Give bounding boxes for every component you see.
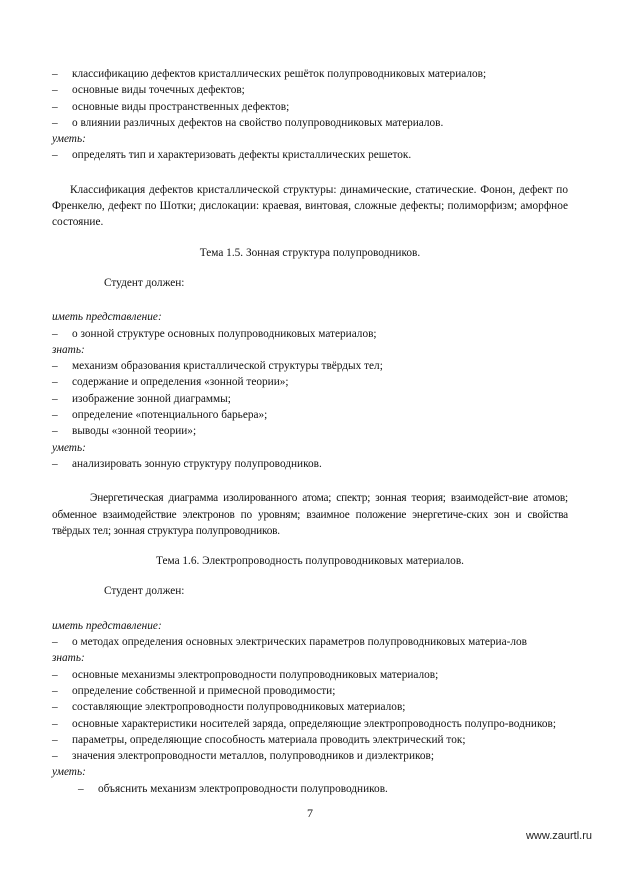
list-item: – основные механизмы электропроводности полупроводниковых материалов; (52, 668, 439, 681)
list-item: – определять тип и характеризовать дефекты кристаллических решеток. (52, 149, 412, 162)
list-item: – параметры, определяющие способность материала проводить электрический ток; (52, 733, 466, 746)
list-item: – основные виды пространственных дефектов; (52, 100, 290, 113)
list-item: – содержание и определения «зонной теории»; (52, 376, 289, 389)
list-item: – определение собственной и примесной проводимости; (52, 684, 336, 697)
skills-label: уметь: (52, 766, 86, 779)
page-number: 7 (307, 806, 313, 820)
list-item: – объяснить механизм электропроводности полупроводников. (78, 782, 388, 795)
list-item: – основные виды точечных дефектов; (52, 84, 245, 97)
paragraph-defects-summary: Классификация дефектов кристаллической структуры: динамические, статические. Фонон, дефект по Френкелю, дефект по Шотки; дислокации: краевая, винтовая, сложные дефекты; полиморфизм; аморфное состояние. (52, 183, 568, 229)
knowledge-label: знать: (52, 652, 85, 665)
skills-label: уметь: (52, 441, 86, 454)
list-item: – классификацию дефектов кристаллических решёток полупроводниковых материалов; (52, 68, 487, 80)
site-watermark: www.zaurtl.ru (525, 830, 592, 842)
idea-label: иметь представление: (52, 619, 162, 632)
list-item: – анализировать зонную структуру полупроводников. (52, 457, 322, 470)
defects-knowledge-list (52, 66, 568, 131)
list-item: – значения электропроводности металлов, полупроводников и диэлектриков; (52, 750, 435, 763)
list-item: – о методах определения основных электрических параметров полупроводниковых материа-лов (52, 636, 527, 649)
list-item: – о зонной структуре основных полупроводниковых материалов; (52, 327, 377, 340)
topic-heading-1-6: Тема 1.6. Электропроводность полупроводниковых материалов. (156, 555, 464, 568)
student-must-heading: Студент должен: (104, 585, 185, 598)
list-item: – основные характеристики носителей заряда, определяющие электропроводность полупро-водников; (52, 717, 556, 730)
paragraph-band-summary: Энергетическая диаграмма изолированного атома; спектр; зонная теория; взаимодейст-вие атомов; обменное взаимодействие электронов по уровням; взаимное положение энергетиче-ских зон и свойства твёрдых тел; зонная структура полупроводников. (52, 492, 568, 537)
student-must-heading: Студент должен: (104, 276, 185, 289)
idea-label: иметь представление: (52, 311, 162, 324)
list-item: – о влиянии различных дефектов на свойство полупроводниковых материалов. (52, 116, 444, 129)
list-item: – определение «потенциального барьера»; (52, 409, 268, 422)
list-item: – составляющие электропроводности полупроводниковых материалов; (52, 701, 406, 714)
knowledge-label: знать: (52, 343, 85, 356)
topic-heading-1-5: Тема 1.5. Зонная структура полупроводников. (199, 246, 421, 259)
list-item: – изображение зонной диаграммы; (52, 392, 231, 405)
skills-label: уметь: (52, 133, 86, 146)
list-item: – выводы «зонной теории»; (52, 425, 197, 438)
list-item: – механизм образования кристаллической структуры твёрдых тел; (52, 360, 383, 373)
page-content (52, 66, 568, 797)
